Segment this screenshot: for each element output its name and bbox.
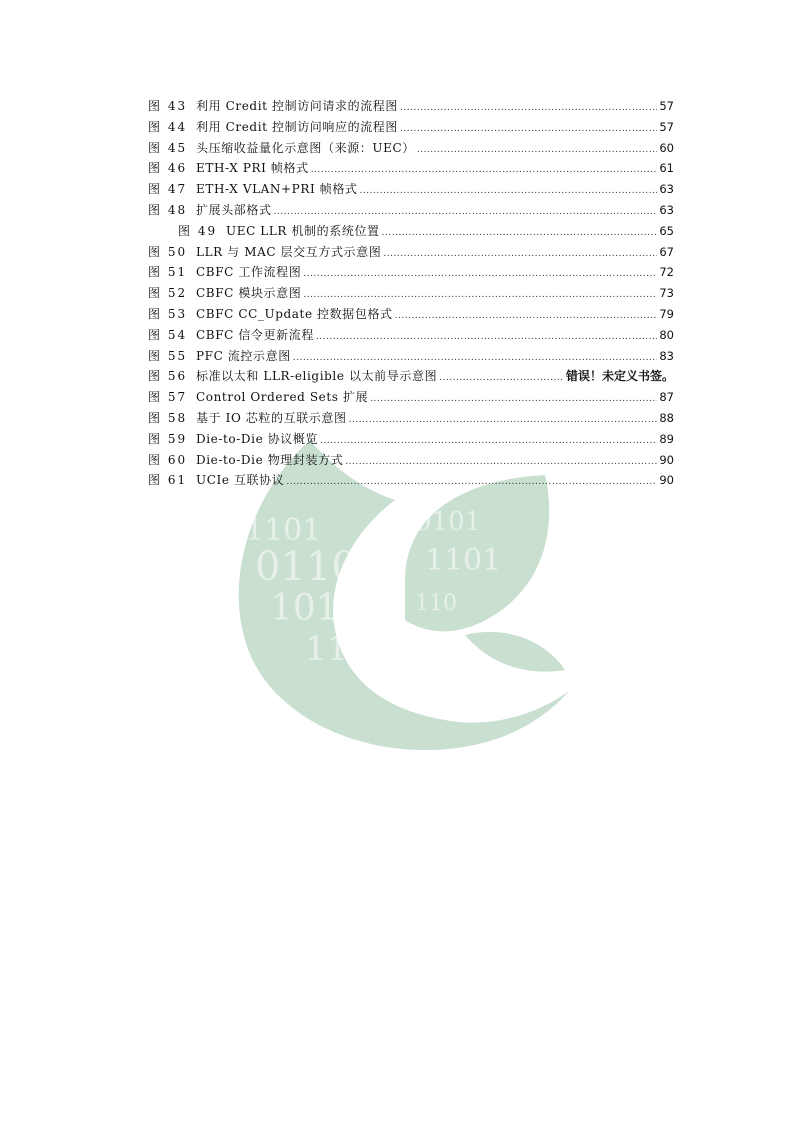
dot-leader: [383, 244, 657, 265]
figure-title: ETH-X VLAN+PRI 帧格式: [196, 182, 358, 197]
figure-title: CBFC 工作流程图: [196, 265, 302, 280]
figure-title: 基于 IO 芯粒的互联示意图: [196, 410, 347, 425]
figure-title: LLR 与 MAC 层交互方式示意图: [196, 244, 382, 259]
figure-number: 图 45: [148, 140, 188, 155]
toc-entry[interactable]: [148, 262, 674, 283]
svg-text:110: 110: [415, 591, 457, 616]
figure-number: 图 61: [148, 473, 188, 488]
figure-number: 图 55: [148, 348, 188, 363]
figure-title: ETH-X PRI 帧格式: [196, 161, 309, 176]
toc-entry[interactable]: [148, 450, 674, 471]
figure-title: PFC 流控示意图: [196, 348, 291, 363]
page-number: 60: [659, 140, 674, 155]
figure-number: 图 48: [148, 202, 188, 217]
dot-leader: [382, 223, 658, 244]
toc-entry[interactable]: [148, 200, 674, 221]
figure-number: 图 60: [148, 452, 188, 467]
figure-title: 头压缩收益量化示意图（来源：UEC）: [196, 140, 415, 155]
toc-entry[interactable]: [148, 346, 674, 367]
page-number: 88: [659, 410, 674, 425]
toc-entry[interactable]: [148, 179, 674, 200]
figure-number: 图 49: [178, 223, 218, 238]
figure-number: 图 59: [148, 431, 188, 446]
svg-text:1101: 1101: [425, 543, 502, 578]
dot-leader: [400, 98, 657, 119]
bookmark-error-text: 错误！未定义书签。: [565, 369, 674, 384]
figure-title: 利用 Credit 控制访问请求的流程图: [196, 99, 398, 113]
page-number: 72: [659, 265, 674, 280]
dot-leader: [345, 452, 657, 473]
figure-title: 扩展头部格式: [196, 202, 272, 217]
page-number: 57: [659, 119, 674, 134]
page-number: 63: [659, 182, 674, 197]
toc-entry[interactable]: [148, 304, 674, 325]
figure-title: 标准以太和 LLR-eligible 以太前导示意图: [196, 369, 438, 384]
page-number: 80: [659, 327, 674, 342]
dot-leader: [286, 472, 657, 493]
page-number: 73: [659, 286, 674, 301]
dot-leader: [395, 306, 658, 327]
dot-leader: [303, 285, 657, 306]
figure-number: 图 47: [148, 182, 188, 197]
figure-title: Die-to-Die 物理封装方式: [196, 452, 344, 467]
dot-leader: [417, 140, 658, 161]
page-number: 63: [659, 202, 674, 217]
toc-entry[interactable]: [148, 366, 674, 387]
toc-entry[interactable]: [148, 408, 674, 429]
svg-text:0101: 0101: [415, 507, 482, 537]
figure-title: UCIe 互联协议: [196, 473, 285, 488]
figure-number: 图 46: [148, 161, 188, 176]
figure-number: 图 56: [148, 369, 188, 384]
figure-title: Die-to-Die 协议概览: [196, 431, 319, 446]
svg-text:1100: 1100: [305, 629, 392, 669]
svg-text:0110: 0110: [255, 544, 357, 590]
toc-entry[interactable]: [148, 242, 674, 263]
figure-title: CBFC CC_Update 控数据包格式: [196, 306, 393, 321]
figure-number: 图 51: [148, 265, 188, 280]
toc-entry[interactable]: [148, 117, 674, 138]
figure-title: UEC LLR 机制的系统位置: [226, 223, 380, 238]
page-number: 90: [659, 473, 674, 488]
dot-leader: [400, 119, 657, 140]
figure-title: 利用 Credit 控制访问响应的流程图: [196, 119, 398, 134]
dot-leader: [360, 181, 658, 202]
toc-entry[interactable]: [148, 138, 674, 159]
list-of-figures: [148, 96, 674, 491]
toc-entry[interactable]: [148, 325, 674, 346]
figure-title: CBFC 信令更新流程: [196, 327, 314, 342]
page-number: 87: [659, 390, 674, 405]
figure-title: Control Ordered Sets 扩展: [196, 390, 369, 405]
toc-entry[interactable]: [148, 429, 674, 450]
page-number: 57: [659, 99, 674, 113]
dot-leader: [274, 202, 658, 223]
leaf-tip-shape: [465, 632, 565, 672]
toc-entry[interactable]: [148, 158, 674, 179]
page-number: 79: [659, 306, 674, 321]
svg-text:10101: 10101: [270, 588, 385, 629]
dot-leader: [439, 368, 564, 389]
toc-entry[interactable]: [148, 470, 674, 491]
dot-leader: [349, 410, 658, 431]
figure-number: 图 43: [148, 99, 188, 113]
leaf-right-shape: [405, 475, 549, 631]
dot-leader: [303, 264, 657, 285]
toc-entry[interactable]: [148, 96, 674, 117]
dot-leader: [370, 389, 657, 410]
page-number: 65: [659, 223, 674, 238]
figure-number: 图 52: [148, 286, 188, 301]
dot-leader: [316, 327, 657, 348]
figure-number: 图 54: [148, 327, 188, 342]
page-number: 67: [659, 244, 674, 259]
figure-number: 图 57: [148, 390, 188, 405]
page-number: 61: [659, 161, 674, 176]
figure-number: 图 50: [148, 244, 188, 259]
svg-text:1101: 1101: [245, 513, 322, 548]
toc-entry[interactable]: [148, 283, 674, 304]
page-number: 89: [659, 431, 674, 446]
figure-number: 图 58: [148, 410, 188, 425]
page-number: 90: [659, 452, 674, 467]
page-number: 83: [659, 348, 674, 363]
figure-number: 图 44: [148, 119, 188, 134]
toc-entry[interactable]: [148, 221, 674, 242]
toc-entry[interactable]: [148, 387, 674, 408]
dot-leader: [320, 431, 657, 452]
dot-leader: [293, 348, 658, 369]
binary-digits: [245, 507, 501, 669]
figure-title: CBFC 模块示意图: [196, 286, 302, 301]
figure-number: 图 53: [148, 306, 188, 321]
dot-leader: [311, 160, 658, 181]
